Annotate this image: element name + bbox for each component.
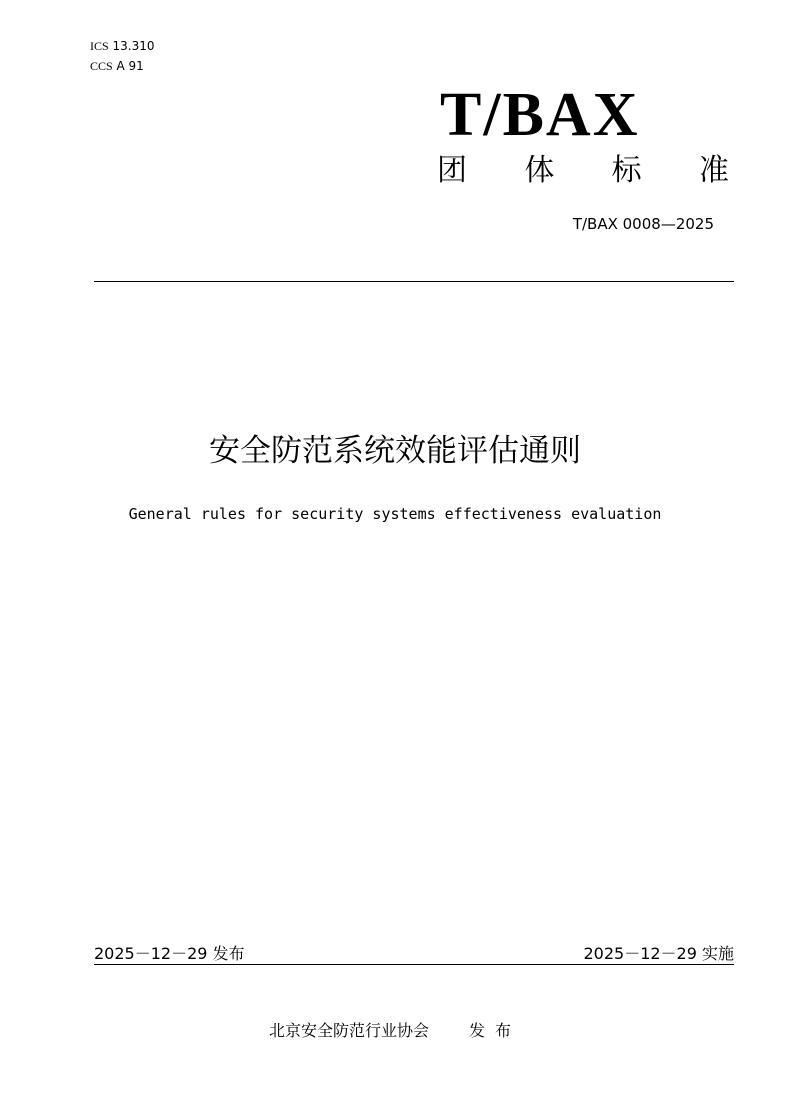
issue-date: 2025－12－29 发布 [94,944,245,963]
document-title-english: General rules for security systems effectiveness evaluation [128,505,662,523]
header-divider [94,281,734,282]
publisher-action: 发布 [469,1021,522,1040]
ics-label: ICS [90,39,109,53]
footer-divider [94,964,734,965]
standard-type-char: 标 [611,153,642,188]
ccs-code: A 91 [116,59,144,73]
standard-type-char: 团 [437,153,467,188]
ccs-code-line [90,59,144,74]
ics-code: 13.310 [112,39,155,53]
standard-type-heading [437,150,729,192]
standard-type-char: 准 [698,153,729,188]
document-title-chinese: 安全防范系统效能评估通则 [209,433,581,469]
standard-type-char: 体 [524,153,555,188]
publisher-name: 北京安全防范行业协会 [268,1021,429,1040]
implementation-date: 2025－12－29 实施 [583,944,734,963]
publisher-line [0,1018,790,1041]
standard-number: T/BAX 0008—2025 [572,215,714,233]
ics-code-line [90,39,155,54]
organization-code-logo: T/BAX [440,81,640,149]
ccs-label: CCS [90,59,113,73]
